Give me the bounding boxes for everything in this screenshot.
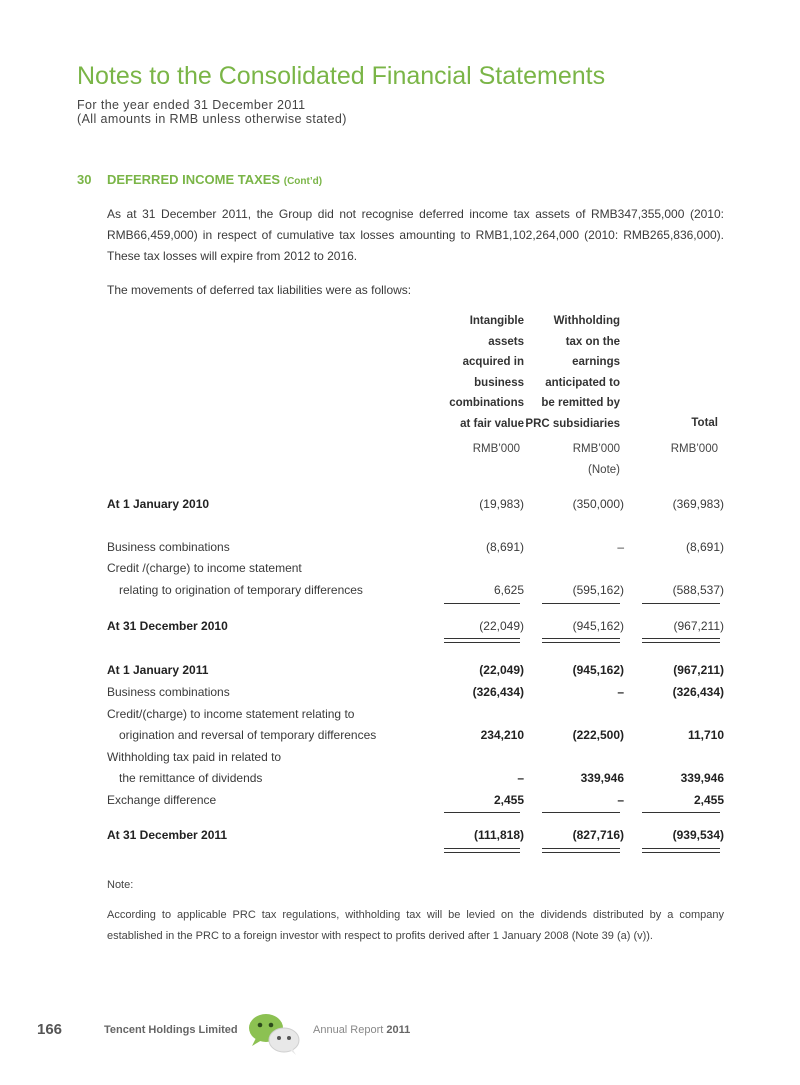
col-header-line: Intangible — [469, 315, 524, 327]
table-cell: 339,946 — [680, 771, 724, 785]
row-label: At 31 December 2010 — [107, 619, 228, 633]
table-cell: – — [617, 540, 624, 554]
row-label: Business combinations — [107, 685, 230, 699]
page-subtitle-currency: (All amounts in RMB unless otherwise stated) — [77, 112, 347, 126]
table-cell: (8,691) — [685, 540, 724, 554]
col-header-line: assets — [488, 335, 524, 348]
col-header-line: combinations — [449, 397, 524, 409]
col-unit-1: RMB’000 — [472, 443, 520, 455]
section-title-suffix: (Cont’d) — [283, 176, 323, 187]
section-title — [107, 172, 322, 187]
table-cell: – — [617, 685, 624, 699]
wechat-logo-icon — [246, 1010, 302, 1056]
table-cell: (326,434) — [672, 685, 724, 699]
table-cell: 339,946 — [580, 771, 624, 785]
total-rule — [542, 852, 620, 853]
table-cell: 2,455 — [493, 793, 524, 807]
footer-company: Tencent Holdings Limited — [104, 1024, 238, 1036]
row-label: Business combinations — [107, 540, 230, 554]
table-cell: 2,455 — [693, 793, 724, 807]
table-cell: 11,710 — [687, 728, 724, 742]
page-subtitle-period: For the year ended 31 December 2011 — [77, 98, 306, 112]
row-label: At 1 January 2010 — [107, 497, 210, 511]
paragraph-unrecognised-losses: As at 31 December 2011, the Group did not recognise deferred income tax assets of RMB347,355,000 (2010: RMB66,459,000) in respect of cumulative tax losses amounting to RMB1,102,264,000 (2010: RMB265,836,000). These tax losses will expire from 2012 to 2016. — [107, 207, 724, 263]
col-header-line: at fair value — [460, 417, 524, 430]
subtotal-rule — [542, 812, 620, 813]
row-label: the remittance of dividends — [119, 771, 263, 785]
table-cell: (945,162) — [572, 663, 624, 677]
subtotal-rule — [444, 603, 520, 604]
row-label: Exchange difference — [107, 793, 217, 807]
total-rule — [642, 638, 720, 639]
table-cell: (827,716) — [572, 828, 624, 842]
note-text: According to applicable PRC tax regulations, withholding tax will be levied on the dividends distributed by a company established in the PRC to a foreign investor with respect to profits derived after 1 January 2008 (Note 39 (a) (v)). — [107, 909, 724, 942]
total-rule — [642, 848, 720, 849]
col-header-withholding-tax — [524, 311, 620, 434]
table-cell: – — [617, 793, 624, 807]
col-unit-2-note: (Note) — [588, 464, 620, 476]
row-label: Withholding tax paid in related to — [107, 750, 282, 764]
total-rule — [542, 848, 620, 849]
section-number: 30 — [77, 172, 92, 187]
col-header-line: PRC subsidiaries — [525, 417, 620, 430]
row-label: At 1 January 2011 — [107, 663, 209, 677]
table-cell: (19,983) — [479, 497, 524, 511]
col-unit-3: RMB’000 — [670, 443, 718, 455]
total-rule — [642, 642, 720, 643]
table-cell: (350,000) — [572, 497, 624, 511]
total-rule — [444, 848, 520, 849]
table-cell: (369,983) — [672, 497, 724, 511]
table-cell: – — [517, 771, 524, 785]
footer-report — [313, 1024, 410, 1036]
section-title-text: DEFERRED INCOME TAXES — [107, 172, 281, 187]
subtotal-rule — [642, 603, 720, 604]
table-cell: (111,818) — [473, 828, 524, 842]
page-number: 166 — [37, 1021, 63, 1038]
col-header-line: Withholding — [553, 315, 620, 327]
total-rule — [444, 852, 520, 853]
total-rule — [542, 638, 620, 639]
footer-report-label: Annual Report — [313, 1024, 384, 1036]
table-cell: (967,211) — [673, 619, 724, 633]
table-cell: (326,434) — [472, 685, 524, 699]
table-cell: (22,049) — [479, 619, 524, 633]
footer-report-year: 2011 — [386, 1024, 411, 1036]
note-heading: Note: — [107, 879, 134, 891]
table-cell: (22,049) — [479, 663, 524, 677]
subtotal-rule — [542, 603, 620, 604]
table-cell: (967,211) — [673, 663, 724, 677]
col-unit-2: RMB’000 — [572, 443, 620, 455]
row-label: relating to origination of temporary differences — [119, 583, 363, 597]
col-header-line: earnings — [572, 356, 620, 368]
row-label: At 31 December 2011 — [107, 828, 228, 842]
row-label: Credit /(charge) to income statement — [107, 561, 302, 575]
total-rule — [444, 642, 520, 643]
table-cell: (222,500) — [572, 728, 624, 742]
col-header-line: tax on the — [565, 335, 620, 348]
total-rule — [642, 852, 720, 853]
table-cell: 6,625 — [493, 583, 524, 597]
total-rule — [542, 642, 620, 643]
subtotal-rule — [444, 812, 520, 813]
row-label: Credit/(charge) to income statement relating to — [107, 707, 355, 721]
table-cell: (595,162) — [572, 583, 624, 597]
col-header-line: anticipated to — [545, 376, 620, 389]
subtotal-rule — [642, 812, 720, 813]
table-cell: 234,210 — [480, 728, 524, 742]
table-cell: (8,691) — [485, 540, 524, 554]
table-cell: (945,162) — [572, 619, 624, 633]
col-header-line: be remitted by — [541, 397, 620, 409]
col-header-intangible-assets — [428, 311, 524, 434]
col-header-line: acquired in — [462, 356, 524, 368]
page-title: Notes to the Consolidated Financial Statements — [77, 62, 606, 90]
row-label: origination and reversal of temporary differences — [119, 728, 377, 742]
total-rule — [444, 638, 520, 639]
col-header-total: Total — [691, 417, 718, 429]
table-cell: (588,537) — [672, 583, 724, 597]
paragraph-movements-intro: The movements of deferred tax liabilities were as follows: — [107, 283, 412, 297]
col-header-line: business — [474, 376, 524, 389]
table-cell: (939,534) — [672, 828, 724, 842]
